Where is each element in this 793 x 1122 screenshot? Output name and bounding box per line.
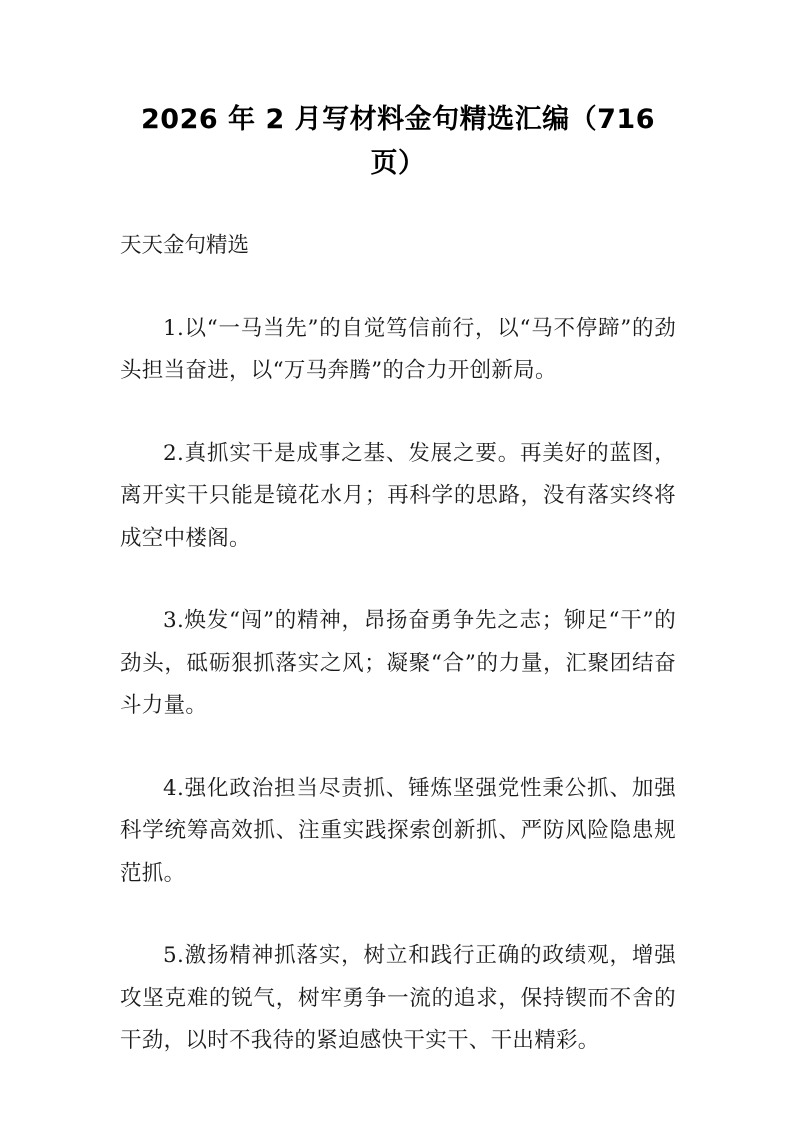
body-paragraph-3: 3.焕发“闯”的精神，昂扬奋勇争先之志；铆足“干”的劲头，砥砺狠抓落实之风；凝聚“合”的力量，汇聚团结奋斗力量。 xyxy=(120,608,676,718)
section-heading: 天天金句精选 xyxy=(120,233,250,258)
body-paragraph-2: 2.真抓实干是成事之基、发展之要。再美好的蓝图，离开实干只能是镜花水月；再科学的思路，没有落实终将成空中楼阁。 xyxy=(120,440,676,551)
body-paragraph-5: 5.激扬精神抓落实，树立和践行正确的政绩观，增强攻坚克难的锐气，树牢勇争一流的追求，保持锲而不舍的干劲，以时不我待的紧迫感快干实干、干出精彩。 xyxy=(120,943,676,1053)
document-title: 2026 年 2 月写材料金句精选汇编（716 页） xyxy=(141,104,655,179)
body-paragraph-4: 4.强化政治担当尽责抓、锤炼坚强党性秉公抓、加强科学统筹高效抓、注重实践探索创新抓、严防风险隐患规范抓。 xyxy=(120,775,676,886)
body-paragraph-1: 1.以“一马当先”的自觉笃信前行，以“马不停蹄”的劲头担当奋进，以“万马奔腾”的合力开创新局。 xyxy=(120,315,676,383)
document-content xyxy=(120,0,676,1063)
